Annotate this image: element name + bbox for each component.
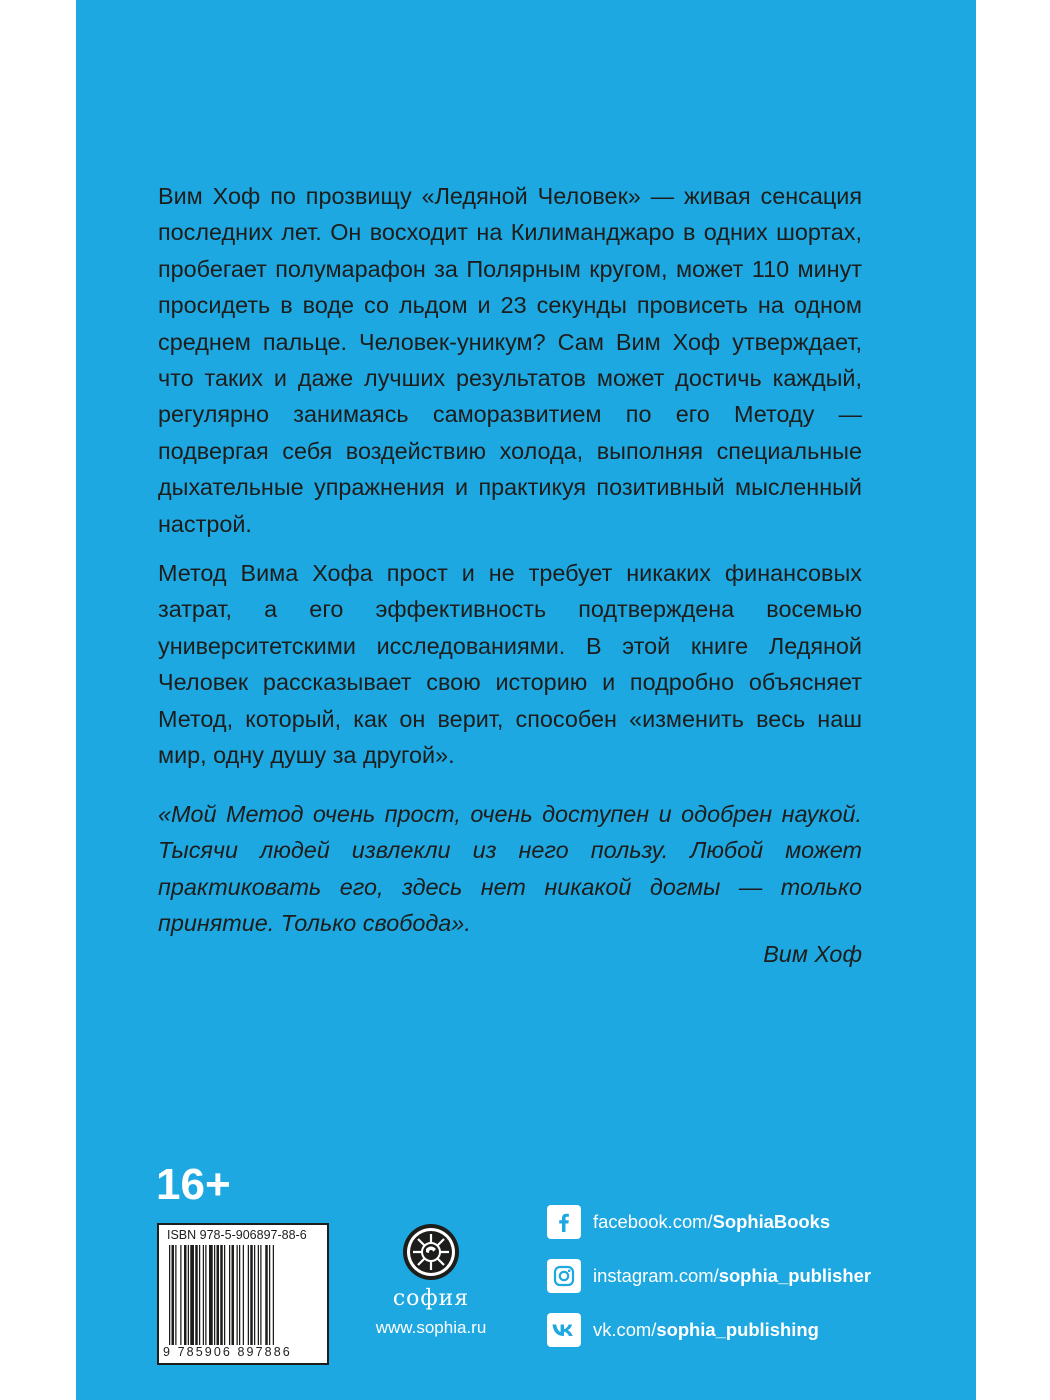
barcode-bar [260,1245,261,1345]
barcode-bar [229,1245,230,1345]
barcode-bar [239,1245,240,1345]
vk-handle: sophia_publishing [656,1319,819,1340]
barcode-bars [169,1245,319,1345]
facebook-icon [547,1205,581,1239]
description-paragraph-2: Метод Вима Хофа прост и не требует никаких финансовых затрат, а его эффективность подтверждена восемью университетскими исследованиями. В этой книге Ледяной Человек рассказывает свою историю и подробно объясняет Метод, который, как он верит, способен «изменить весь наш мир, одну душу за другой». [158,560,862,769]
instagram-prefix: instagram.com/ [593,1265,719,1286]
barcode-bar [199,1245,200,1345]
barcode-bar [224,1245,225,1345]
facebook-handle: SophiaBooks [712,1211,831,1232]
barcode-bar [269,1245,270,1345]
barcode-bar [188,1245,189,1345]
barcode-bar [209,1245,213,1345]
barcode-bar [232,1245,235,1345]
barcode-bar [214,1245,215,1345]
book-back-cover [76,0,976,1400]
barcode-bar [237,1245,238,1345]
instagram-handle: sophia_publisher [718,1265,871,1286]
description-paragraph-1: Вим Хоф по прозвищу «Ледяной Человек» — живая сенсация последних лет. Он восходит на Килиманджаро в одних шортах, пробегает полумарафон за Полярным кругом, может 110 минут просидеть в воде со льдом и 23 секунды провисеть на одном среднем пальце. Человек-уникум? Сам Вим Хоф утверждает, что таких и даже лучших результатов может достичь каждый, регулярно занимаясь саморазвитием по его Методу — подвергая себя воздействию холода, выполняя специальные дыхательные упражнения и практикуя позитивный мысленный настрой. [158,183,862,537]
isbn-label: ISBN 978-5-906897-88-6 [167,1228,307,1242]
barcode-bar [172,1245,175,1345]
barcode-digits: 9 785906 897886 [163,1345,292,1359]
barcode-bar [248,1245,249,1345]
vk-icon [547,1313,581,1347]
barcode-bar [184,1245,187,1345]
social-facebook[interactable] [547,1205,830,1239]
barcode-bar [243,1245,244,1345]
vk-prefix: vk.com/ [593,1319,657,1340]
quote-author: Вим Хоф [763,941,862,967]
barcode-bar [220,1245,223,1345]
facebook-prefix: facebook.com/ [593,1211,713,1232]
barcode [157,1223,329,1365]
sofia-emblem-icon [401,1222,461,1282]
age-rating: 16+ [156,1160,231,1209]
barcode-bar [175,1245,176,1345]
publisher-website[interactable]: www.sophia.ru [375,1318,487,1337]
barcode-bar [258,1245,259,1345]
barcode-bar [195,1245,198,1345]
barcode-bar [169,1245,170,1345]
author-quote: «Мой Метод очень прост, очень доступен и одобрен наукой. Тысячи людей извлекли из него пользу. Любой может практиковать его, здесь нет никакой догмы — только принятие. Только свобода». [158,801,862,937]
barcode-bar [273,1245,274,1345]
barcode-bar [190,1245,194,1345]
barcode-bar [250,1245,253,1345]
barcode-bar [203,1245,204,1345]
barcode-bar [254,1245,255,1345]
social-instagram[interactable] [547,1259,871,1293]
social-vk[interactable] [547,1313,819,1347]
barcode-bar [217,1245,220,1345]
barcode-bar [180,1245,181,1345]
barcode-bar [205,1245,206,1345]
publisher-name: софия [392,1286,470,1311]
instagram-icon [547,1259,581,1293]
barcode-bar [265,1245,268,1345]
